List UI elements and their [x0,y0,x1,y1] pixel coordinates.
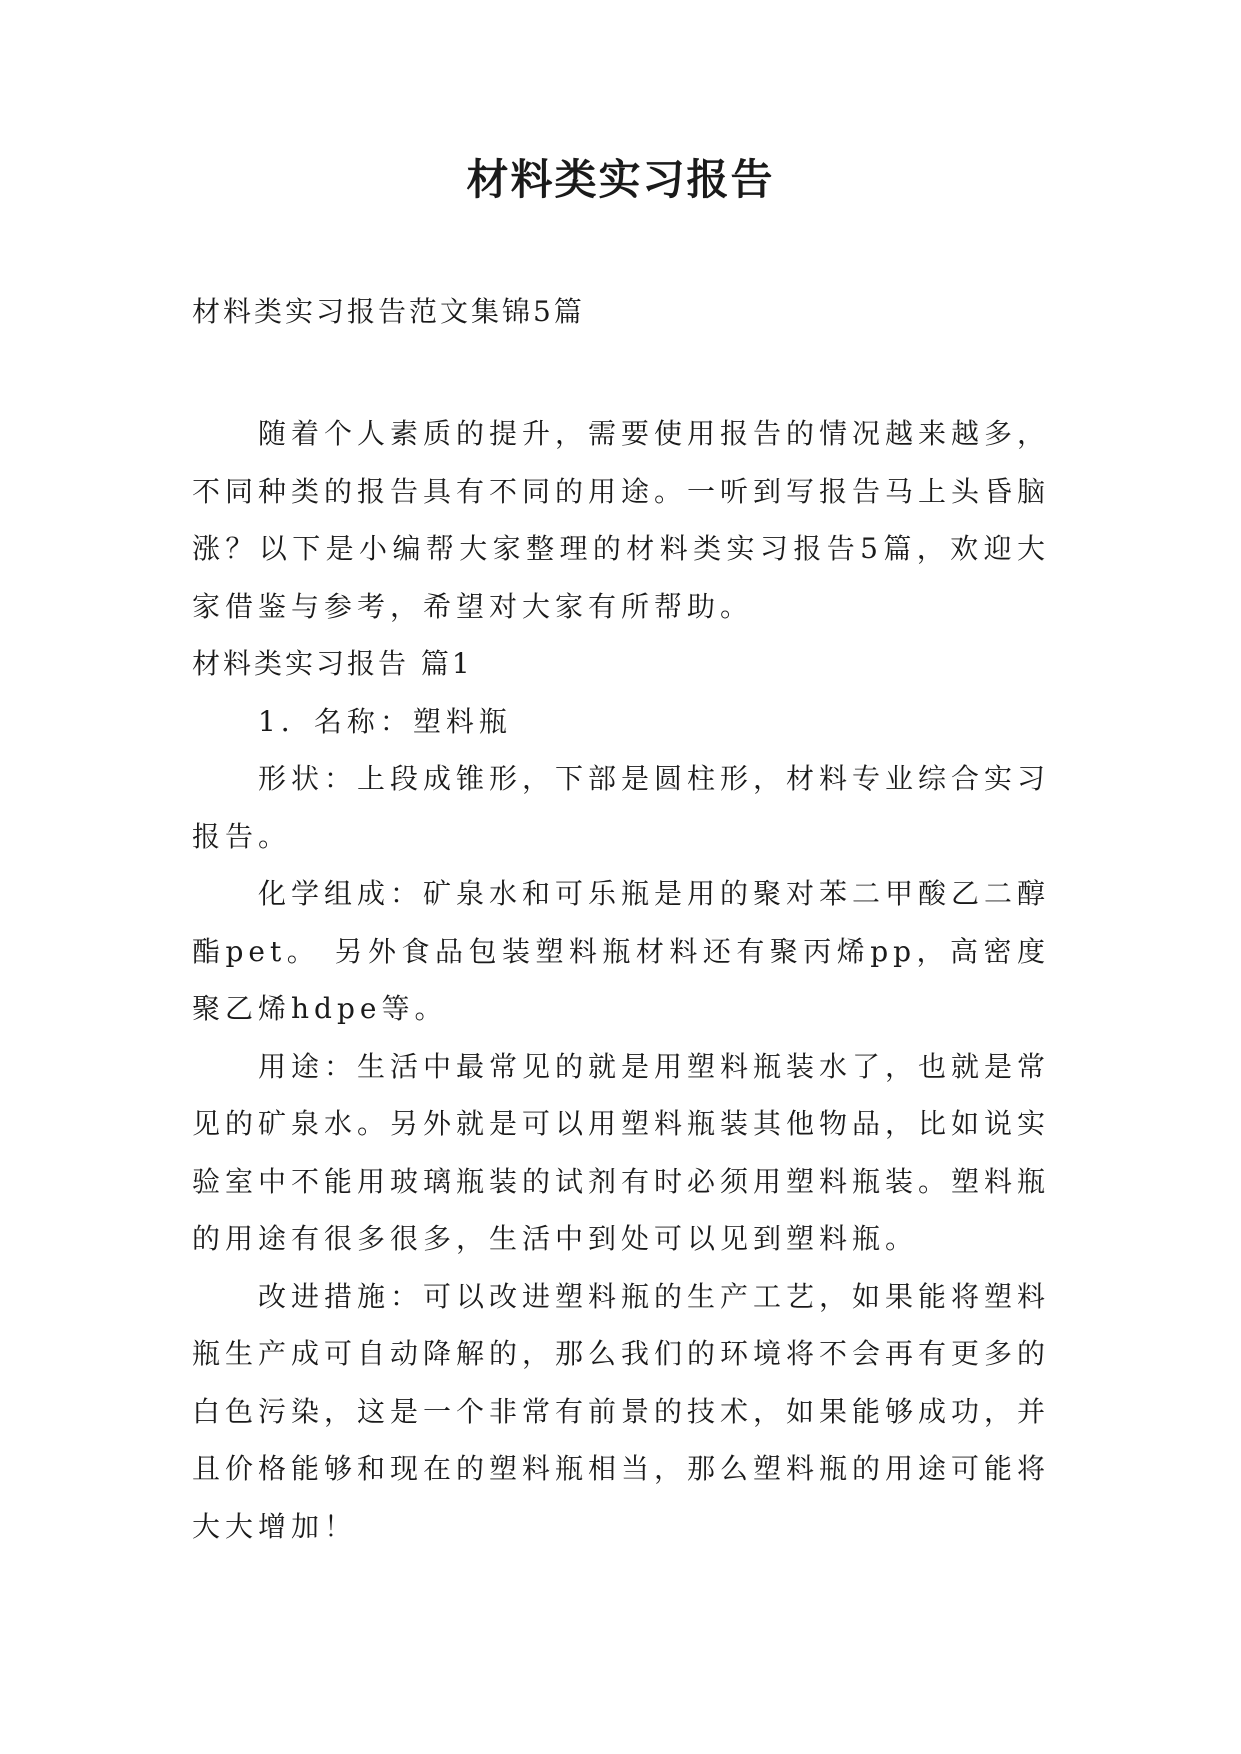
section-heading: 材料类实习报告 篇1 [192,647,473,680]
usage-paragraph: 用途：生活中最常见的就是用塑料瓶装水了，也就是常见的矿泉水。另外就是可以用塑料瓶装其他物品，比如说实验室中不能用玻璃瓶装的试剂有时必须用塑料瓶装。塑料瓶的用途有很多很多，生活中到处可以见到塑料瓶。 [192,1049,1051,1255]
improvement-paragraph: 改进措施：可以改进塑料瓶的生产工艺，如果能将塑料瓶生产成可自动降解的，那么我们的环境将不会再有更多的白色污染，这是一个非常有前景的技术，如果能够成功，并且价格能够和现在的塑料瓶相当，那么塑料瓶的用途可能将大大增加！ [192,1279,1051,1543]
document-body [192,405,1050,1555]
item-name-paragraph: 1．名称：塑料瓶 [258,704,512,738]
shape-paragraph: 形状：上段成锥形，下部是圆柱形，材料专业综合实习报告。 [192,762,1051,853]
composition-paragraph: 化学组成：矿泉水和可乐瓶是用的聚对苯二甲酸乙二醇酯pet。 另外食品包装塑料瓶材料还有聚丙烯pp，高密度聚乙烯hdpe等。 [192,877,1051,1025]
intro-paragraph: 随着个人素质的提升，需要使用报告的情况越来越多，不同种类的报告具有不同的用途。一听到写报告马上头昏脑涨？以下是小编帮大家整理的材料类实习报告5篇，欢迎大家借鉴与参考，希望对大家有所帮助。 [192,417,1051,623]
document-title: 材料类实习报告 [466,155,775,204]
document-subtitle: 材料类实习报告范文集锦5篇 [192,295,585,328]
